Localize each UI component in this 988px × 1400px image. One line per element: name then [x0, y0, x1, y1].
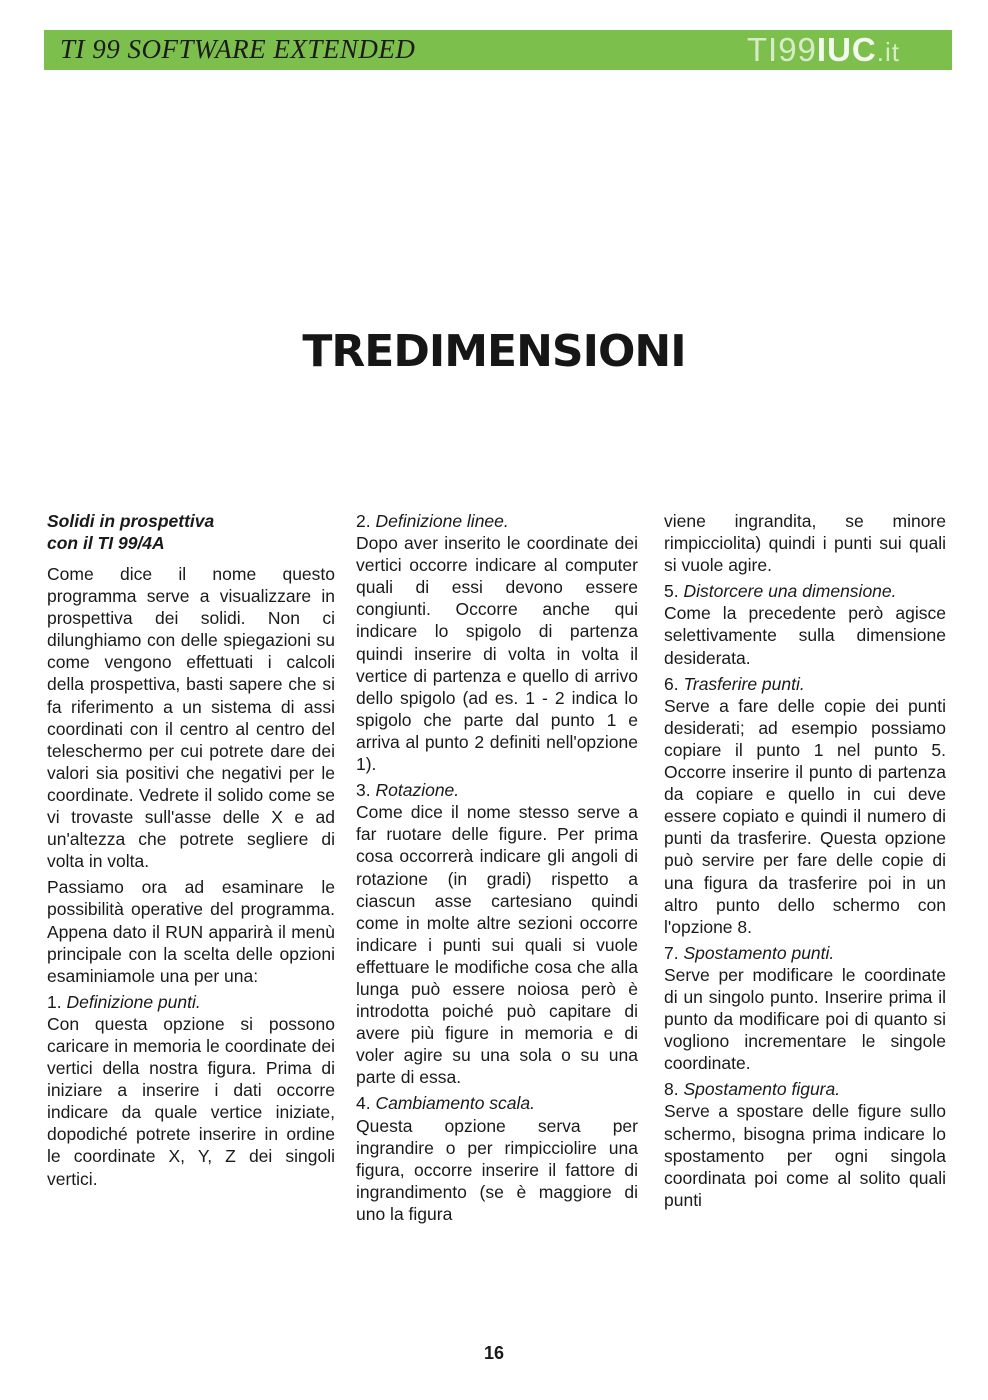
option-3-title	[356, 779, 638, 801]
option-7-number: 7.	[664, 942, 679, 963]
option-4-text: Questa opzione serva per ingrandire o per rimpicciolire una figura, occorre inserire il fattore di ingrandimento (se è maggiore di uno la figura	[356, 1115, 638, 1224]
option-3-text: Come dice il nome stesso serve a far ruotare delle figure. Per prima cosa occorrerà indicare gli angoli di rotazione (in gradi) rispetto a ciascun asse cartesiano quindi come in molte altre sezioni occorre indicare i punti sui quali si vuole effettuare le modifiche cosa che alla lunga può essere noiosa però è introdotta poiché può capitare di avere più figure in memoria e di voler agire su una sola o su una parte di essa.	[356, 802, 638, 1088]
text-column-1	[47, 510, 335, 1194]
option-6-title	[664, 673, 946, 695]
watermark-part3: .it	[876, 37, 900, 67]
option-7-title	[664, 942, 946, 964]
option-1-text: Con questa opzione si possono caricare in memoria le coordinate dei vertici della nostra figura. Prima di iniziare a inserire i dati occorre indicare da quale vertice iniziate, dopodiché potrete inserire in ordine le coordinate X, Y, Z dei singoli vertici.	[47, 1013, 335, 1189]
header-title: TI 99 SOFTWARE EXTENDED	[60, 34, 416, 64]
option-3-name: Rotazione.	[375, 780, 460, 801]
article-subheading	[47, 510, 335, 554]
subheading-line-2: con il TI 99/4A	[47, 533, 165, 553]
text-column-3	[664, 510, 946, 1215]
option-7-text: Serve per modificare le coordinate di un singolo punto. Inserire prima il punto da modificare poi di quanto si vogliono incrementare le singole coordinate.	[664, 964, 946, 1074]
option-3-number: 3.	[356, 780, 371, 801]
option-2-number: 2.	[356, 511, 371, 531]
option-4-title	[356, 1092, 638, 1114]
option-8-name: Spostamento figura.	[683, 1079, 841, 1100]
subheading-line-1: Solidi in prospettiva	[47, 511, 215, 531]
option-8-number: 8.	[664, 1079, 679, 1100]
page-number: 16	[483, 1343, 505, 1363]
option-6-name: Trasferire punti.	[683, 673, 805, 694]
page-title: TREDIMENSIONI	[302, 326, 686, 377]
option-6-text: Serve a fare delle copie dei punti desiderati; ad esempio possiamo copiare il punto 1 nel punto 5. Occorre inserire il punto di partenza da copiare e quello in cui deve essere copiato e quindi il numero di punti da trasferire. Questa opzione può servire per fare delle copie di una figura da trasferire poi in un altro punto dello schermo con l'opzione 8.	[664, 695, 946, 937]
option-1-name: Definizione punti.	[66, 991, 201, 1012]
watermark-part2: IUC	[816, 31, 877, 68]
option-5-text: Come la precedente però agisce selettivamente sulla dimensione desiderata.	[664, 603, 946, 668]
option-7-name: Spostamento punti.	[683, 942, 835, 963]
option-4-continuation: viene ingrandita, se minore rimpicciolita) quindi i punti sui quali si vuole agire.	[664, 511, 946, 576]
option-1-number: 1.	[47, 991, 62, 1012]
watermark-logo	[747, 31, 900, 69]
option-6-number: 6.	[664, 673, 679, 694]
text-column-2	[356, 510, 638, 1229]
option-4-number: 4.	[356, 1093, 371, 1114]
menu-paragraph: Passiamo ora ad esaminare le possibilità operative del programma. Appena dato il RUN apparirà il menù principale con la scelta delle opzioni esaminiamole una per una:	[47, 877, 335, 986]
option-2-name: Definizione linee.	[375, 511, 509, 531]
option-1-title	[47, 991, 335, 1013]
option-8-text: Serve a spostare delle figure sullo schermo, bisogna prima indicare lo spostamento per ogni singola coordinata poi come al solito quali punti	[664, 1101, 946, 1210]
option-8-title	[664, 1078, 946, 1100]
option-5-title	[664, 580, 946, 602]
intro-paragraph: Come dice il nome questo programma serve a visualizzare in prospettiva dei solidi. Non ci dilunghiamo con delle spiegazioni su come vengono effettuati i calcoli della prospettiva, basti sapere che si fa riferimento a un sistema di assi coordinati con il centro al centro del teleschermo per cui potrete dare dei valori sia positivi che negativi per le coordinate. Vedrete il solido come se vi trovaste sull'asse delle X e ad un'altezza che potrete segliere di volta in volta.	[47, 564, 335, 872]
option-5-name: Distorcere una dimensione.	[683, 581, 897, 602]
watermark-part1: TI99	[746, 31, 817, 68]
option-5-number: 5.	[664, 581, 679, 602]
option-4-name: Cambiamento scala.	[375, 1093, 536, 1114]
option-2-text: Dopo aver inserito le coordinate dei vertici occorre indicare al computer quali di essi devono essere congiunti. Occorre anche qui indicare lo spigolo di partenza quindi inserire di volta in volta il vertice di partenza e quello di arrivo dello spigolo (ad es. 1 - 2 indica lo spigolo che parte dal punto 1 e arriva al punto 2 definiti nell'opzione 1).	[356, 533, 638, 775]
header-band	[44, 30, 952, 70]
option-2-title	[356, 510, 638, 532]
